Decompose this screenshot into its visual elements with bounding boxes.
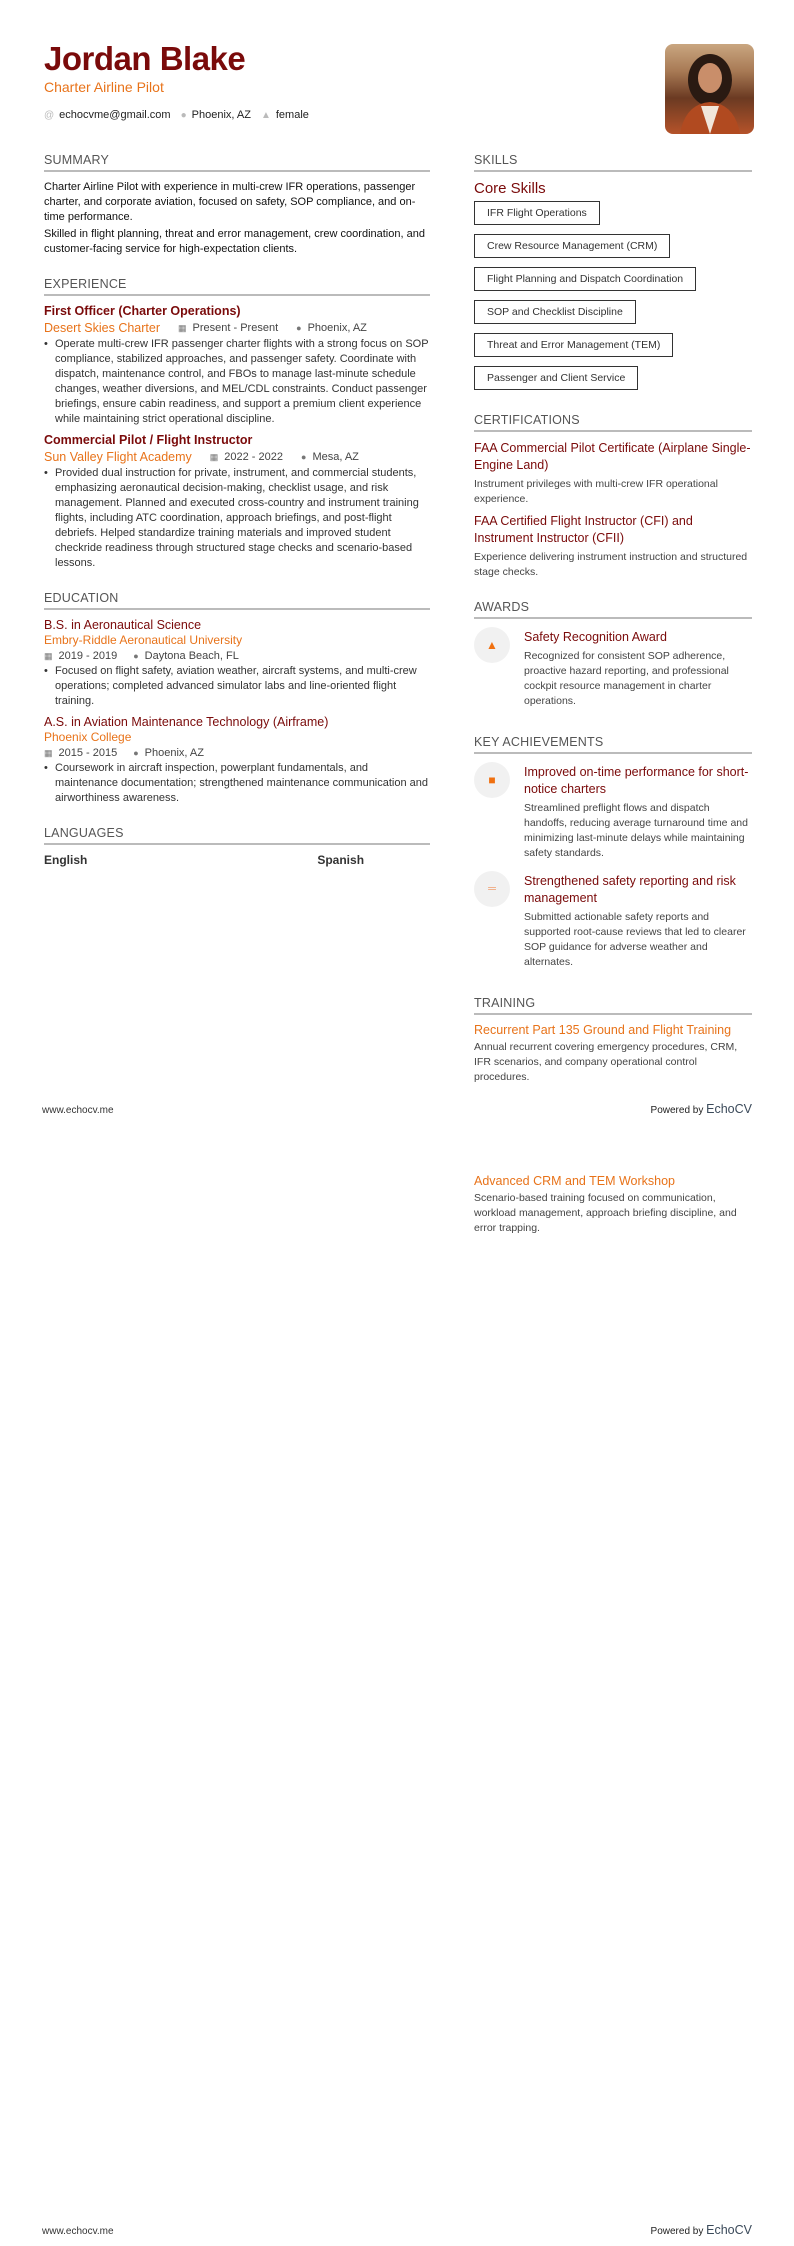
skill-chip: IFR Flight Operations — [474, 201, 600, 225]
award-title: Safety Recognition Award — [524, 630, 667, 644]
summary-text: Skilled in flight planning, threat and error management, crew coordination, and customer-facing service for high-expectation clients. — [44, 228, 425, 255]
achievement-desc: Submitted actionable safety reports and supported root-cause reviews that led to clearer SOP guidance for adverse weather and alternates. — [524, 911, 746, 968]
awards-section — [474, 600, 752, 715]
bullet: • Provided dual instruction for private, instrument, and commercial students, emphasizing aeronautical decision-making, checklist usage, and risk management. Planned and executed cross-country and instrument training flights, including ATC coordination, approach briefings, and post-flight debriefs. Helped standardize training materials and improved student checkride readiness through structured stage checks and scenario-based lessons. — [44, 466, 430, 571]
calendar-icon: ▦ — [44, 747, 53, 758]
bullet: • Operate multi-crew IFR passenger charter flights with a strong focus on SOP compliance, stabilized approaches, and passenger safety. Coordinate with dispatch, maintenance control, and FBOs to manage last-minute schedule changes, weather diversions, and MEL/CDL constraints. Conduct passenger briefings, ensure cabin readiness, and support a premium client experience while maintaining strict operational discipline. — [44, 337, 430, 427]
bullet: • Coursework in aircraft inspection, powerplant fundamentals, and maintenance documentation; strengthened maintenance communication and airworthiness awareness. — [44, 761, 430, 806]
achievements-section — [474, 735, 752, 976]
brand-logo: EchoCV — [706, 1102, 752, 1116]
experience-item — [44, 433, 430, 571]
dates: 2019 - 2019 — [58, 650, 118, 662]
calendar-icon: ▦ — [209, 451, 219, 462]
gender — [261, 109, 309, 121]
training-title: Recurrent Part 135 Ground and Flight Training — [474, 1023, 732, 1037]
summary-section — [44, 153, 430, 257]
brand-logo: EchoCV — [706, 2223, 752, 2237]
cert-desc: Instrument privileges with multi-crew IFR operational experience. — [474, 478, 718, 505]
calendar-icon: ▦ — [44, 650, 53, 661]
section-heading: CERTIFICATIONS — [474, 413, 752, 432]
calendar-icon: ▦ — [178, 322, 187, 333]
chat-icon: ■ — [474, 762, 510, 798]
achievement-title: Strengthened safety reporting and risk management — [524, 874, 736, 905]
map-pin-icon: ● — [180, 110, 187, 121]
section-heading: SKILLS — [474, 153, 752, 172]
achievement-desc: Streamlined preflight flows and dispatch handoffs, reducing average turnaround time and minimizing last-minute delays while maintaining safety standards. — [524, 802, 748, 859]
portrait-illustration — [665, 44, 754, 134]
education-item — [44, 715, 430, 806]
achievement-item — [474, 762, 752, 867]
location: Phoenix, AZ — [144, 747, 204, 759]
languages-section — [44, 826, 430, 867]
map-pin-icon: ● — [133, 748, 139, 758]
dates: 2015 - 2015 — [58, 747, 118, 759]
cert-title: FAA Commercial Pilot Certificate (Airplane Single-Engine Land) — [474, 441, 751, 472]
skills-section — [474, 153, 752, 399]
award-desc: Recognized for consistent SOP adherence, proactive hazard reporting, and professional cockpit resource management in charter operations. — [524, 650, 729, 707]
cert-title: FAA Certified Flight Instructor (CFI) and Instrument Instructor (CFII) — [474, 514, 693, 545]
training-item-continued — [474, 1172, 752, 1242]
award-item — [474, 627, 752, 715]
certifications-section — [474, 413, 752, 580]
section-heading: AWARDS — [474, 600, 752, 619]
location-text: Phoenix, AZ — [191, 109, 251, 121]
location: Phoenix, AZ — [307, 322, 367, 334]
school: Phoenix College — [44, 730, 132, 744]
dates: 2022 - 2022 — [224, 451, 283, 463]
email[interactable] — [44, 109, 171, 121]
job-title: Commercial Pilot / Flight Instructor — [44, 433, 253, 447]
profile-photo — [665, 44, 754, 134]
section-heading: EDUCATION — [44, 591, 430, 610]
dates: Present - Present — [192, 322, 279, 334]
map-pin-icon: ● — [296, 323, 302, 333]
footer-site[interactable]: www.echocv.me — [42, 2226, 114, 2237]
candidate-name: Jordan Blake — [44, 40, 246, 77]
skill-group-title: Core Skills — [474, 180, 546, 197]
school: Embry-Riddle Aeronautical University — [44, 633, 243, 647]
skill-chip: Passenger and Client Service — [474, 366, 638, 390]
education-item — [44, 618, 430, 709]
section-heading: LANGUAGES — [44, 826, 430, 845]
achievement-title: Improved on-time performance for short-notice charters — [524, 765, 749, 796]
powered-label: Powered by — [650, 2226, 704, 2237]
education-section — [44, 591, 430, 806]
bell-icon: ▲ — [474, 627, 510, 663]
powered-by[interactable] — [651, 2223, 752, 2237]
at-icon: @ — [44, 110, 55, 121]
contact-row — [44, 109, 309, 121]
location — [181, 109, 251, 121]
location: Mesa, AZ — [312, 451, 359, 463]
job-title: First Officer (Charter Operations) — [44, 304, 241, 318]
candidate-title: Charter Airline Pilot — [44, 79, 164, 95]
skill-chip: Crew Resource Management (CRM) — [474, 234, 670, 258]
location: Daytona Beach, FL — [144, 650, 239, 662]
powered-label: Powered by — [650, 1105, 704, 1116]
degree: B.S. in Aeronautical Science — [44, 618, 202, 632]
section-heading: EXPERIENCE — [44, 277, 430, 296]
email-text: echocvme@gmail.com — [59, 109, 171, 121]
map-pin-icon: ● — [301, 452, 307, 462]
lines-icon: ═ — [474, 871, 510, 907]
company: Sun Valley Flight Academy — [44, 450, 192, 464]
achievement-item — [474, 871, 752, 976]
powered-by[interactable] — [651, 1102, 752, 1116]
right-column — [474, 153, 752, 1105]
skill-chip: SOP and Checklist Discipline — [474, 300, 636, 324]
skill-chip: Flight Planning and Dispatch Coordination — [474, 267, 696, 291]
bullet: • Focused on flight safety, aviation weather, aircraft systems, and multi-crew operations; completed advanced simulator labs and line-oriented flight training. — [44, 664, 430, 709]
experience-section — [44, 277, 430, 571]
map-pin-icon: ● — [133, 651, 139, 661]
language: Spanish — [317, 853, 365, 867]
language: English — [44, 853, 88, 867]
section-heading: TRAINING — [474, 996, 752, 1015]
training-title: Advanced CRM and TEM Workshop — [474, 1174, 676, 1188]
summary-text: Charter Airline Pilot with experience in multi-crew IFR operations, passenger charter, and corporate aviation, focused on safety, SOP compliance, and on-time performance. — [44, 181, 416, 223]
section-heading: KEY ACHIEVEMENTS — [474, 735, 752, 754]
training-section — [474, 996, 752, 1085]
skill-chip: Threat and Error Management (TEM) — [474, 333, 673, 357]
training-desc: Annual recurrent covering emergency procedures, CRM, IFR scenarios, and company operational control procedures. — [474, 1041, 738, 1083]
degree: A.S. in Aviation Maintenance Technology (Airframe) — [44, 715, 329, 729]
company: Desert Skies Charter — [44, 321, 161, 335]
person-icon: ▲ — [260, 110, 271, 121]
training-desc: Scenario-based training focused on communication, workload management, approach briefing discipline, and error trapping. — [474, 1192, 737, 1234]
cert-desc: Experience delivering instrument instruction and structured stage checks. — [474, 551, 748, 578]
experience-item — [44, 304, 430, 427]
footer-site[interactable]: www.echocv.me — [42, 1105, 114, 1116]
section-heading: SUMMARY — [44, 153, 430, 172]
left-column — [44, 153, 430, 893]
gender-text: female — [275, 109, 309, 121]
